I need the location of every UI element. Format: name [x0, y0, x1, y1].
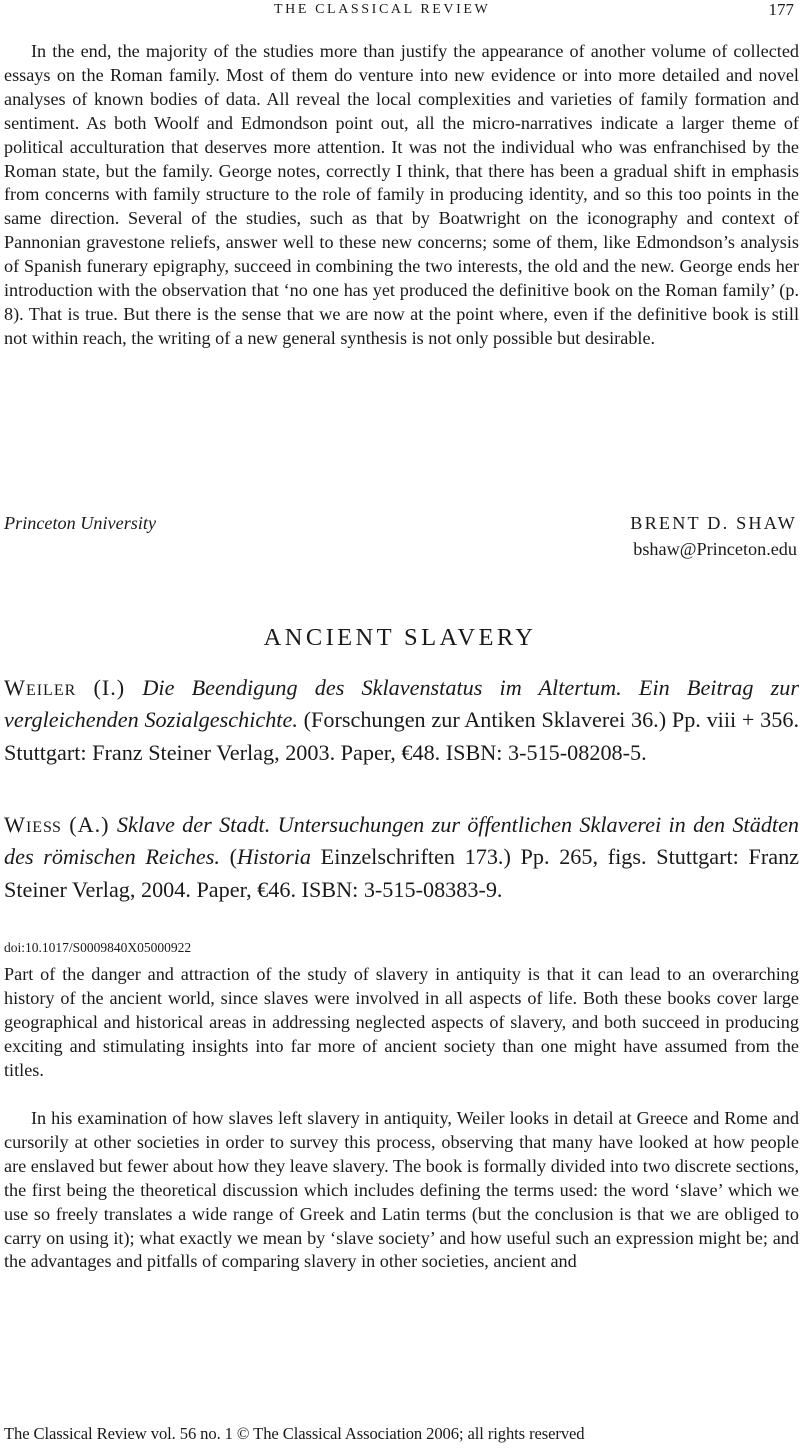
section-heading: ANCIENT SLAVERY [263, 624, 537, 651]
reviewer-signature [4, 513, 797, 567]
running-title: THE CLASSICAL REVIEW [274, 2, 491, 17]
book-title: Sklave der Stadt. Untersuchungen zur öffentlichen Sklaverei in den Städten des römischen Reiches. [4, 812, 800, 870]
review-paragraph-1: Part of the danger and attraction of the study of slavery in antiquity is that it can lead to an overarching history of the ancient world, since slaves were involved in all aspects of life. Both these books cover large geographical and historical areas in addressing neglected aspects of slavery, and both succeed in producing exciting and stimulating insights into far more of ancient society than one might have assumed from the titles. [4, 964, 799, 1080]
doi-link[interactable]: doi:10.1017/S0009840X05000922 [4, 940, 192, 955]
book-entry-weiler [4, 672, 799, 769]
running-head [0, 0, 800, 26]
book-author: Wieß [4, 812, 62, 837]
book-author: Weiler [4, 675, 77, 700]
book-details: Einzelschriften 173.) Pp. 265, figs. Stuttgart: Franz Steiner Verlag, 2004. Paper, €46. ISBN: 3-515-08383-9. [4, 844, 800, 902]
review-paragraph-2: In his examination of how slaves left slavery in antiquity, Weiler looks in detail at Greece and Rome and cursorily at other societies in order to survey this process, observing that many have looked at how people are enslaved but fewer about how they leave slavery. The book is formally divided into two discrete sections, the first being the theoretical discussion which includes defining the terms used: the word ‘slave’ which we use so freely translates a wide range of Greek and Latin terms (but the conclusion is that we are obliged to carry on using it); what exactly we mean by ‘slave society’ and how useful such an expression might be; and the advantages and pitfalls of comparing slavery in other societies, ancient and [4, 1108, 799, 1272]
book-author-initials: (I.) [93, 675, 126, 700]
book-details: (Forschungen zur Antiken Sklaverei 36.) Pp. viii + 356. Stuttgart: Franz Steiner Verlag, 2003. Paper, €48. ISBN: 3-515-08208-5. [4, 707, 800, 765]
previous-review-closing-paragraph: In the end, the majority of the studies more than justify the appearance of another volume of collected essays on the Roman family. Most of them do venture into new evidence or into more detailed and novel analyses of known bodies of data. All reveal the local complexities and varieties of family formation and sentiment. As both Woolf and Edmondson point out, all the micro-narratives indicate a larger theme of political acculturation that deserves more attention. It was not the individual who was enfranchised by the Roman state, but the family. George notes, correctly I think, that there has been a gradual shift in emphasis from concerns with family structure to the role of family in producing identity, and so this too points in the same direction. Several of the studies, such as that by Boatwright on the iconography and context of Pannonian gravestone reliefs, answer well to these new concerns; some of them, like Edmondson’s analysis of Spanish funerary epigraphy, succeed in combining the two interests, the old and the new. George ends her introduction with the observation that ‘no one has yet produced the definitive book on the Roman family’ (p. 8). That is true. But there is the sense that we are now at the point where, even if the definitive book is still not within reach, the writing of a new general synthesis is not only possible but desirable. [4, 41, 799, 348]
series-name: Historia [237, 844, 311, 870]
page-number: 177 [768, 0, 794, 19]
reviewer-name: BRENT D. SHAW [630, 513, 797, 533]
book-title: Die Beendigung des Sklavenstatus im Altertum. Ein Beitrag zur vergleichenden Sozialgeschichte. [4, 675, 800, 733]
reviewer-email: bshaw@Princeton.edu [633, 539, 797, 559]
copyright-footer: The Classical Review vol. 56 no. 1 © The Classical Association 2006; all rights reserved [4, 1424, 585, 1443]
book-entry-wiess [4, 809, 799, 906]
series-open-paren: ( [229, 844, 237, 870]
book-author-initials: (A.) [69, 812, 110, 837]
reviewer-affiliation: Princeton University [4, 513, 157, 533]
